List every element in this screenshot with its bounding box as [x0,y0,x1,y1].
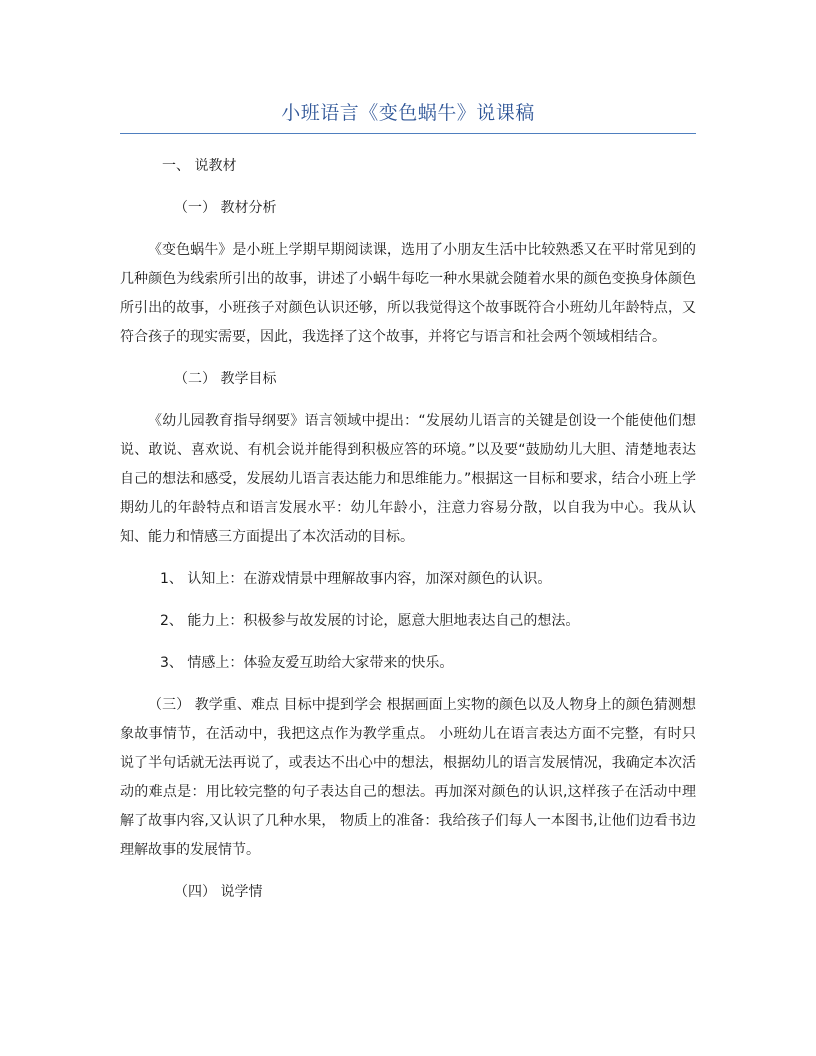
goal-item-1: 1、 认知上：在游戏情景中理解故事内容，加深对颜色的认识。 [160,571,552,587]
goal-item-3: 3、 情感上：体验友爱互助给大家带来的快乐。 [160,655,454,671]
title-underline [120,133,696,134]
document-body [120,152,696,920]
paragraph-2: 《幼儿园教育指导纲要》语言领域中提出：“发展幼儿语言的关键是创设一个能使他们想说、敢说、喜欢说、有机会说并能得到积极应答的环境。”以及要“鼓励幼儿大胆、清楚地表达自己的想法和感受，发展幼儿语言表达能力和思维能力。”根据这一目标和要求，结合小班上学期幼儿的年龄特点和语言发展水平：幼儿年龄小，注意力容易分散，以自我为中心。我从认知、能力和情感三方面提出了本次活动的目标。 [120,413,696,545]
paragraph-1: 《变色蜗牛》是小班上学期早期阅读课，选用了小朋友生活中比较熟悉又在平时常见到的几种颜色为线索所引出的故事，讲述了小蜗牛每吃一种水果就会随着水果的颜色变换身体颜色所引出的故事，小班孩子对颜色认识还够，所以我觉得这个故事既符合小班幼儿年龄特点，又符合孩子的现实需要，因此，我选择了这个故事，并将它与语言和社会两个领域相结合。 [120,242,696,345]
document-title: 小班语言《变色蜗牛》说课稿 [281,102,535,124]
paragraph-3: （三） 教学重、难点 目标中提到学会 根据画面上实物的颜色以及人物身上的颜色猜测想象故事情节，在活动中，我把这点作为教学重点。 小班幼儿在语言表达方面不完整，有时只说了半句话就无法再说了，或表达不出心中的想法，根据幼儿的语言发展情况，我确定本次活动的难点是：用比较完整的句子表达自己的想法。再加深对颜色的认识,这样孩子在活动中理解了故事内容,又认识了几种水果， 物质上的准备：我给孩子们每人一本图书,让他们边看书边理解故事的发展情节。 [120,697,696,858]
goal-item-2: 2、 能力上：积极参与故发展的讨论，愿意大胆地表达自己的想法。 [160,613,580,629]
subsection-heading-4: （四） 说学情 [174,884,263,900]
subsection-heading-2: （二） 教学目标 [174,371,277,387]
section-heading-1: 一、 说教材 [162,158,237,174]
subsection-heading-1: （一） 教材分析 [174,200,277,216]
